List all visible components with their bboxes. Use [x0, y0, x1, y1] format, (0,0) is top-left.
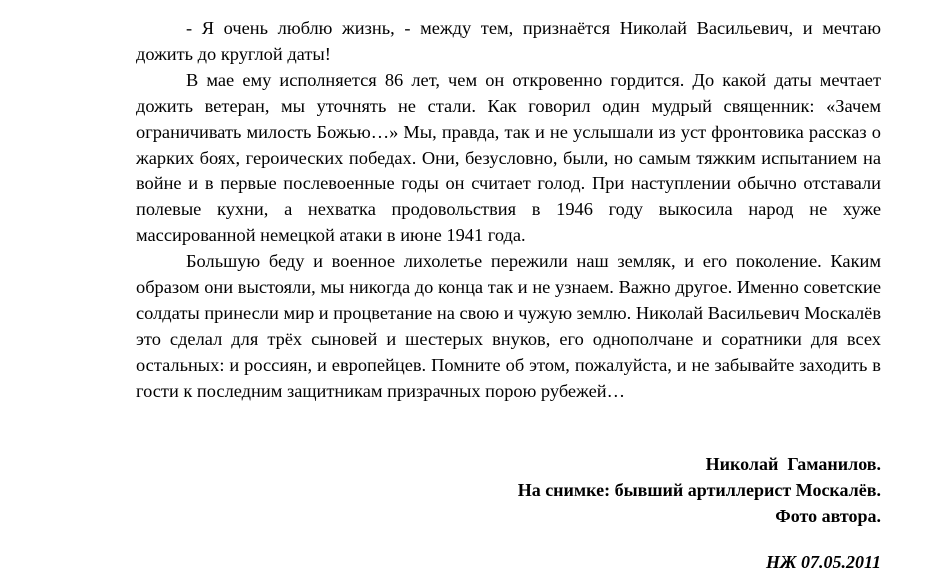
signature-block [518, 451, 881, 529]
author-name: Николай Гаманилов. [705, 454, 881, 474]
article-body [136, 16, 881, 405]
photo-caption: На снимке: бывший артиллерист Москалёв. [517, 480, 881, 500]
source-label: НЖ 07.05.2011 [765, 552, 881, 572]
paragraph-birthday: В мае ему исполняется 86 лет, чем он откровенно гордится. До какой даты мечтает дожить ветеран, мы уточнять не стали. Как говорил один мудрый священник: «Зачем ограничивать милость Божью…» Мы, правда, так и не услышали из уст фронтовика рассказ о жарких боях, героических победах. Они, безусловно, были, но самым тяжким испытанием на войне и в первые послевоенные годы он считает голод. При наступлении обычно отставали полевые кухни, а нехватка продовольствия в 1946 году выкосила народ не хуже массированной немецкой атаки в июне 1941 года. [136, 69, 881, 246]
paragraph-generation: Большую беду и военное лихолетье пережили наш земляк, и его поколение. Каким образом они выстояли, мы никогда до конца так и не узнаем. Важно другое. Именно советские солдаты принесли мир и процветание на свою и чужую землю. Николай Васильевич Москалёв это сделал для трёх сыновей и шестерых внуков, его однополчане и соратники для всех остальных: и россиян, и европейцев. Помните об этом, пожалуйста, и не забывайте заходить в гости к последним защитникам призрачных порою рубежей… [136, 251, 881, 401]
photo-credit: Фото автора. [775, 506, 881, 526]
paragraph-quote: - Я очень люблю жизнь, - между тем, признаётся Николай Васильевич, и мечтаю дожить до круглой даты! [136, 18, 881, 64]
